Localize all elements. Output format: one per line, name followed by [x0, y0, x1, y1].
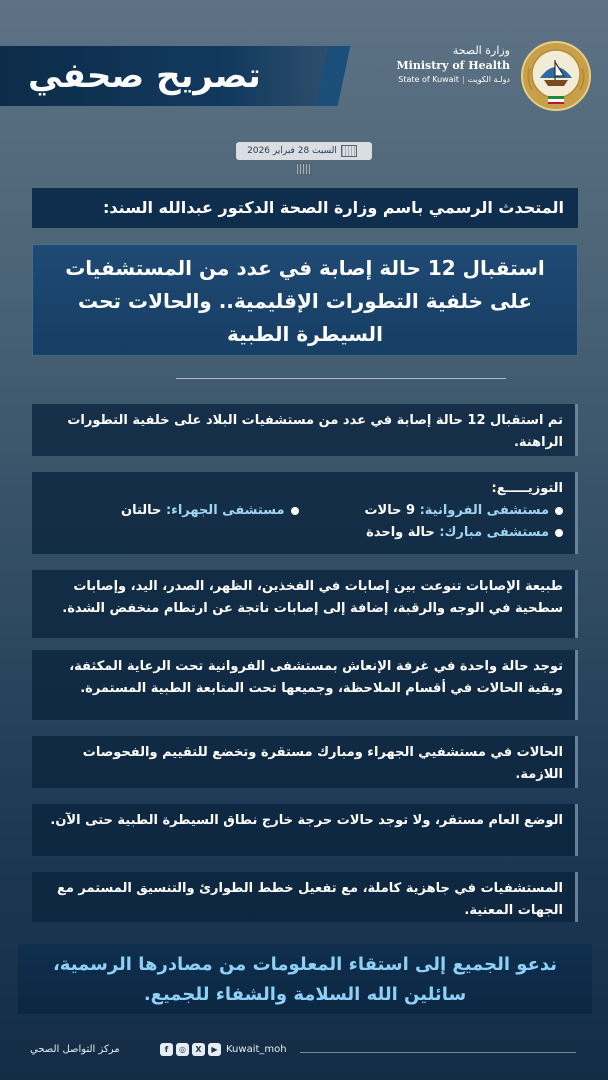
point-injury-types: طبيعة الإصابات تنوعت بين إصابات في الفخذين، الظهر، الصدر، اليد، وإصابات سطحية في الوجه والرقبة، إضافة إلى إصابات ناتجة عن ارتطام منخفض الشدة.	[32, 570, 578, 638]
date-badge	[236, 142, 372, 160]
closing-appeal: ندعو الجميع إلى استقاء المعلومات من مصادرها الرسمية، سائلين الله السلامة والشفاء للجميع.	[18, 944, 592, 1014]
footer	[0, 1040, 608, 1066]
case-count: حالتان	[121, 503, 162, 518]
kuwait-emblem-icon	[518, 38, 594, 114]
hospital-name: مستشفى الفروانية:	[419, 503, 549, 518]
divider	[176, 378, 506, 379]
headline: استقبال 12 حالة إصابة في عدد من المستشفيات على خلفية التطورات الإقليمية.. والحالات تحت السيطرة الطبية	[32, 244, 578, 356]
instagram-icon[interactable]: ◎	[176, 1043, 189, 1056]
distribution-box	[32, 472, 578, 554]
social-handle[interactable]: Kuwait_moh	[226, 1044, 287, 1055]
hospital-name: مستشفى الجهراء:	[165, 503, 285, 518]
point-cases-received: تم استقبال 12 حالة إصابة في عدد من مستشفيات البلاد على خلفية التطورات الراهنة.	[32, 404, 578, 456]
date-text: السبت 28 فبراير 2026	[247, 146, 337, 156]
state-name-ar: دولـة الكويت	[467, 75, 510, 84]
facebook-icon[interactable]: f	[160, 1043, 173, 1056]
calendar-icon	[296, 163, 312, 175]
ministry-name-ar: وزارة الصحة	[452, 44, 510, 57]
distribution-item	[309, 500, 564, 522]
footer-center-name: مركز التواصل الصحي	[30, 1044, 120, 1055]
social-icons	[160, 1043, 221, 1056]
hospital-name: مستشفى مبارك:	[439, 525, 549, 540]
youtube-icon[interactable]: ▶	[208, 1043, 221, 1056]
ministry-info	[330, 44, 510, 84]
ministry-name-en: Ministry of Health	[396, 59, 510, 72]
footer-divider	[300, 1052, 576, 1053]
state-label: State of Kuwait | دولـة الكويت	[398, 75, 510, 84]
calendar-icon	[341, 145, 357, 157]
x-icon[interactable]: X	[192, 1043, 205, 1056]
point-icu-case: توجد حالة واحدة في غرفة الإنعاش بمستشفى الفروانية تحت الرعاية المكثفة، وبقية الحالات في أقسام الملاحظة، وجميعها تحت المتابعة الطبية المستمرة.	[32, 650, 578, 720]
state-name-en: State of Kuwait	[398, 75, 459, 84]
distribution-item	[309, 522, 564, 544]
page-title: تصريح صحفي	[28, 56, 261, 96]
distribution-item	[44, 500, 299, 522]
distribution-heading: التوزيـــــع:	[491, 481, 563, 496]
case-count: حالة واحدة	[366, 525, 435, 540]
bullet-icon	[291, 507, 299, 515]
spokesperson-line: المتحدث الرسمي باسم وزارة الصحة الدكتور عبدالله السند:	[32, 188, 578, 228]
point-hospital-readiness: المستشفيات في جاهزية كاملة، مع تفعيل خطط الطوارئ والتنسيق المستمر مع الجهات المعنية.	[32, 872, 578, 922]
point-stable-cases: الحالات في مستشفيي الجهراء ومبارك مستقرة وتخضع للتقييم والفحوصات اللازمة.	[32, 736, 578, 788]
title-banner	[0, 46, 330, 106]
case-count: 9 حالات	[364, 503, 416, 518]
bullet-icon	[555, 529, 563, 537]
point-general-status: الوضع العام مستقر، ولا توجد حالات حرجة خارج نطاق السيطرة الطبية حتى الآن.	[32, 804, 578, 856]
bullet-icon	[555, 507, 563, 515]
